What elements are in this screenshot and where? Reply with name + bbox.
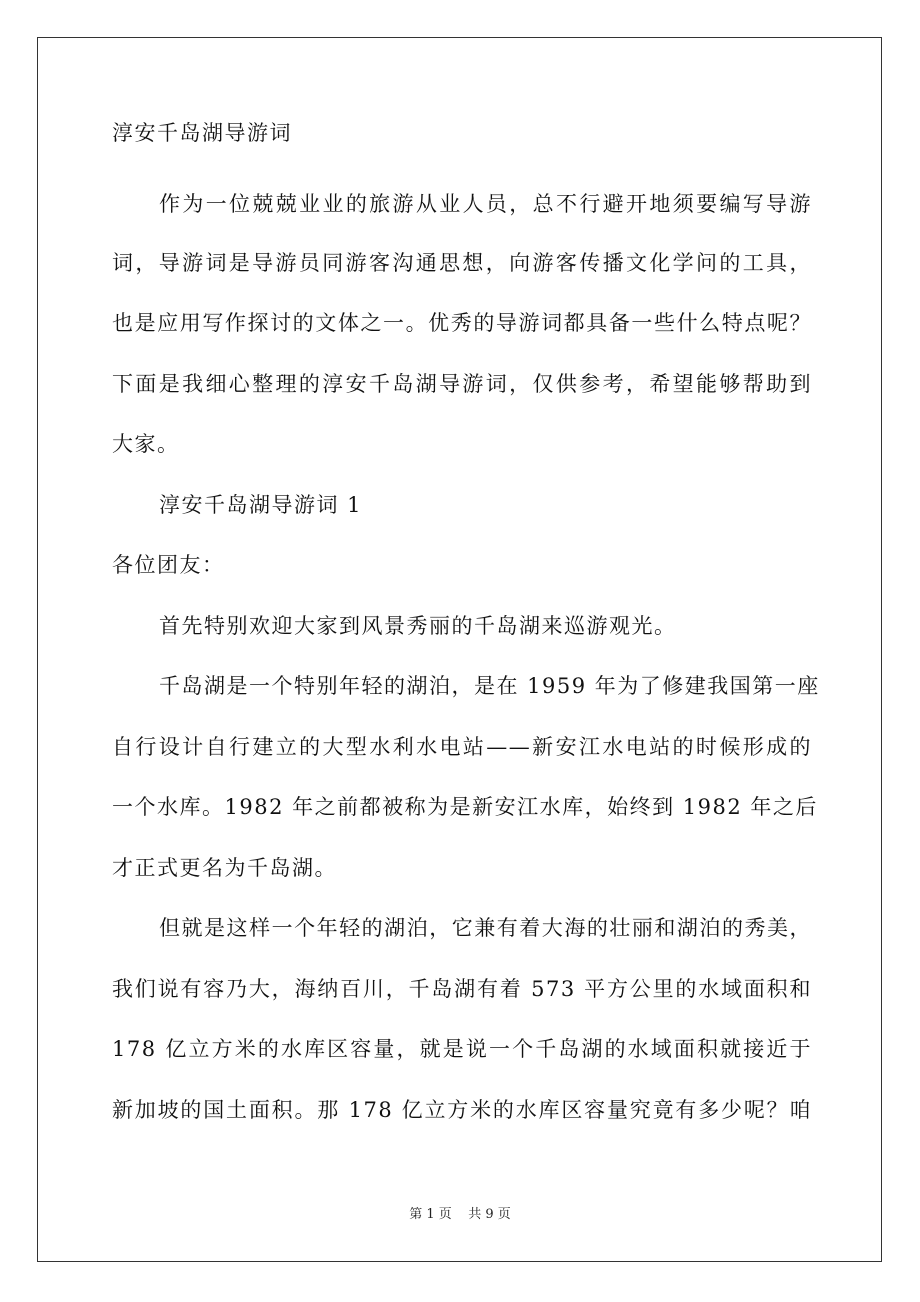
paragraph-line: 新加坡的国土面积。那 178 亿立方米的水库区容量究竟有多少呢？咱 bbox=[112, 1098, 812, 1122]
document-title: 淳安千岛湖导游词 bbox=[112, 121, 292, 145]
intro-line: 下面是我细心整理的淳安千岛湖导游词，仅供参考，希望能够帮助到 bbox=[112, 372, 812, 396]
intro-line: 大家。 bbox=[112, 432, 180, 456]
intro-line: 作为一位兢兢业业的旅游从业人员，总不行避开地须要编写导游 bbox=[159, 192, 812, 216]
paragraph-line: 一个水库。1982 年之前都被称为是新安江水库，始终到 1982 年之后 bbox=[112, 795, 818, 819]
welcome-paragraph: 首先特别欢迎大家到风景秀丽的千岛湖来巡游观光。 bbox=[159, 614, 677, 638]
paragraph-line: 自行设计自行建立的大型水利水电站——新安江水电站的时候形成的 bbox=[112, 735, 812, 759]
page-number-footer: 第 1 页 共 9 页 bbox=[409, 1207, 511, 1222]
intro-line: 也是应用写作探讨的文体之一。优秀的导游词都具备一些什么特点呢？ bbox=[112, 311, 812, 335]
paragraph-line: 我们说有容乃大，海纳百川，千岛湖有着 573 平方公里的水域面积和 bbox=[112, 977, 812, 1001]
section-heading: 淳安千岛湖导游词 1 bbox=[159, 493, 363, 517]
greeting: 各位团友： bbox=[112, 553, 225, 577]
paragraph-line: 千岛湖是一个特别年轻的湖泊，是在 1959 年为了修建我国第一座 bbox=[159, 674, 820, 698]
paragraph-line: 但就是这样一个年轻的湖泊，它兼有着大海的壮丽和湖泊的秀美， bbox=[159, 916, 812, 940]
paragraph-line: 178 亿立方米的水库区容量，就是说一个千岛湖的水域面积就接近于 bbox=[112, 1037, 812, 1061]
page-border bbox=[37, 37, 882, 1262]
paragraph-line: 才正式更名为千岛湖。 bbox=[112, 856, 337, 880]
intro-line: 词，导游词是导游员同游客沟通思想，向游客传播文化学问的工具， bbox=[112, 251, 812, 275]
